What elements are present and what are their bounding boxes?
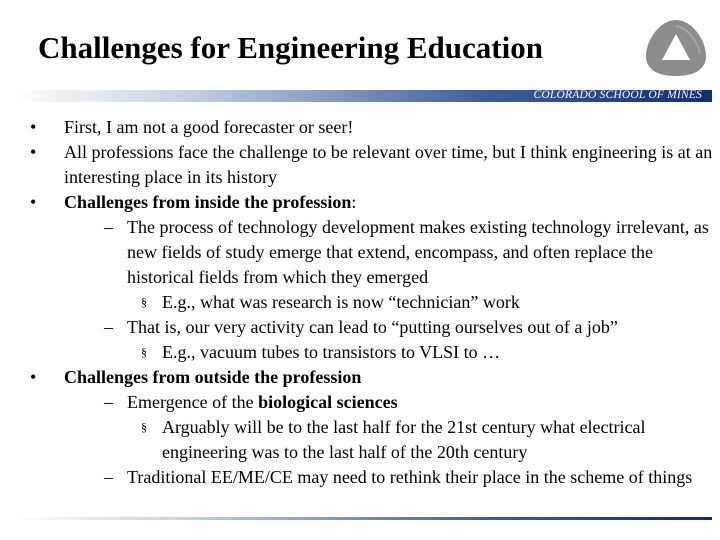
bullet-text: Traditional EE/ME/CE may need to rethink their place in the scheme of things xyxy=(127,467,693,487)
school-name-label: COLORADO SCHOOL OF MINES xyxy=(533,89,702,101)
bullet-bold-text: biological sciences xyxy=(258,392,398,412)
sub-bullet-item xyxy=(0,215,720,290)
bullet-marker: • xyxy=(30,367,37,387)
bullet-bold-text: Challenges from outside the profession xyxy=(64,367,362,387)
bullet-item xyxy=(0,365,720,390)
school-logo-icon xyxy=(640,16,712,80)
footer-rule xyxy=(14,517,712,520)
bullet-text: The process of technology development makes existing technology irrelevant, as new fields of study emerge that extend, encompass, and often replace the historical fields from which they emerged xyxy=(127,217,709,287)
bullet-marker: • xyxy=(30,192,37,212)
dash-marker: – xyxy=(104,392,113,412)
square-marker: § xyxy=(141,345,147,359)
dash-marker: – xyxy=(104,317,113,337)
bullet-text: That is, our very activity can lead to “putting ourselves out of a job” xyxy=(127,317,618,337)
title-banner xyxy=(14,90,712,102)
bullet-item xyxy=(0,140,720,190)
bullet-bold-text: Challenges from inside the profession xyxy=(64,192,352,212)
sub-sub-bullet-item xyxy=(0,340,720,365)
bullet-text: Arguably will be to the last half for the 21st century what electrical engineering was to the last half of the 20th century xyxy=(162,417,646,462)
bullet-text: E.g., vacuum tubes to transistors to VLSI to … xyxy=(162,342,501,362)
bullet-list xyxy=(0,115,720,490)
bullet-marker: • xyxy=(30,142,37,162)
bullet-marker: • xyxy=(30,117,37,137)
square-marker: § xyxy=(141,420,147,434)
sub-bullet-item xyxy=(0,315,720,340)
dash-marker: – xyxy=(104,467,113,487)
square-marker: § xyxy=(141,295,147,309)
bullet-text: E.g., what was research is now “technician” work xyxy=(162,292,520,312)
dash-marker: – xyxy=(104,217,113,237)
bullet-text: First, I am not a good forecaster or seer! xyxy=(64,117,354,137)
bullet-text: All professions face the challenge to be relevant over time, but I think engineering is at an interesting place in its history xyxy=(64,142,713,187)
bullet-item xyxy=(0,190,720,215)
bullet-text: : xyxy=(351,192,357,212)
sub-bullet-item xyxy=(0,465,720,490)
bullet-text: Emergence of the xyxy=(127,392,259,412)
sub-sub-bullet-item xyxy=(0,415,720,465)
sub-sub-bullet-item xyxy=(0,290,720,315)
sub-bullet-item xyxy=(0,390,720,415)
bullet-item xyxy=(0,115,720,140)
slide-title: Challenges for Engineering Education xyxy=(38,30,543,65)
